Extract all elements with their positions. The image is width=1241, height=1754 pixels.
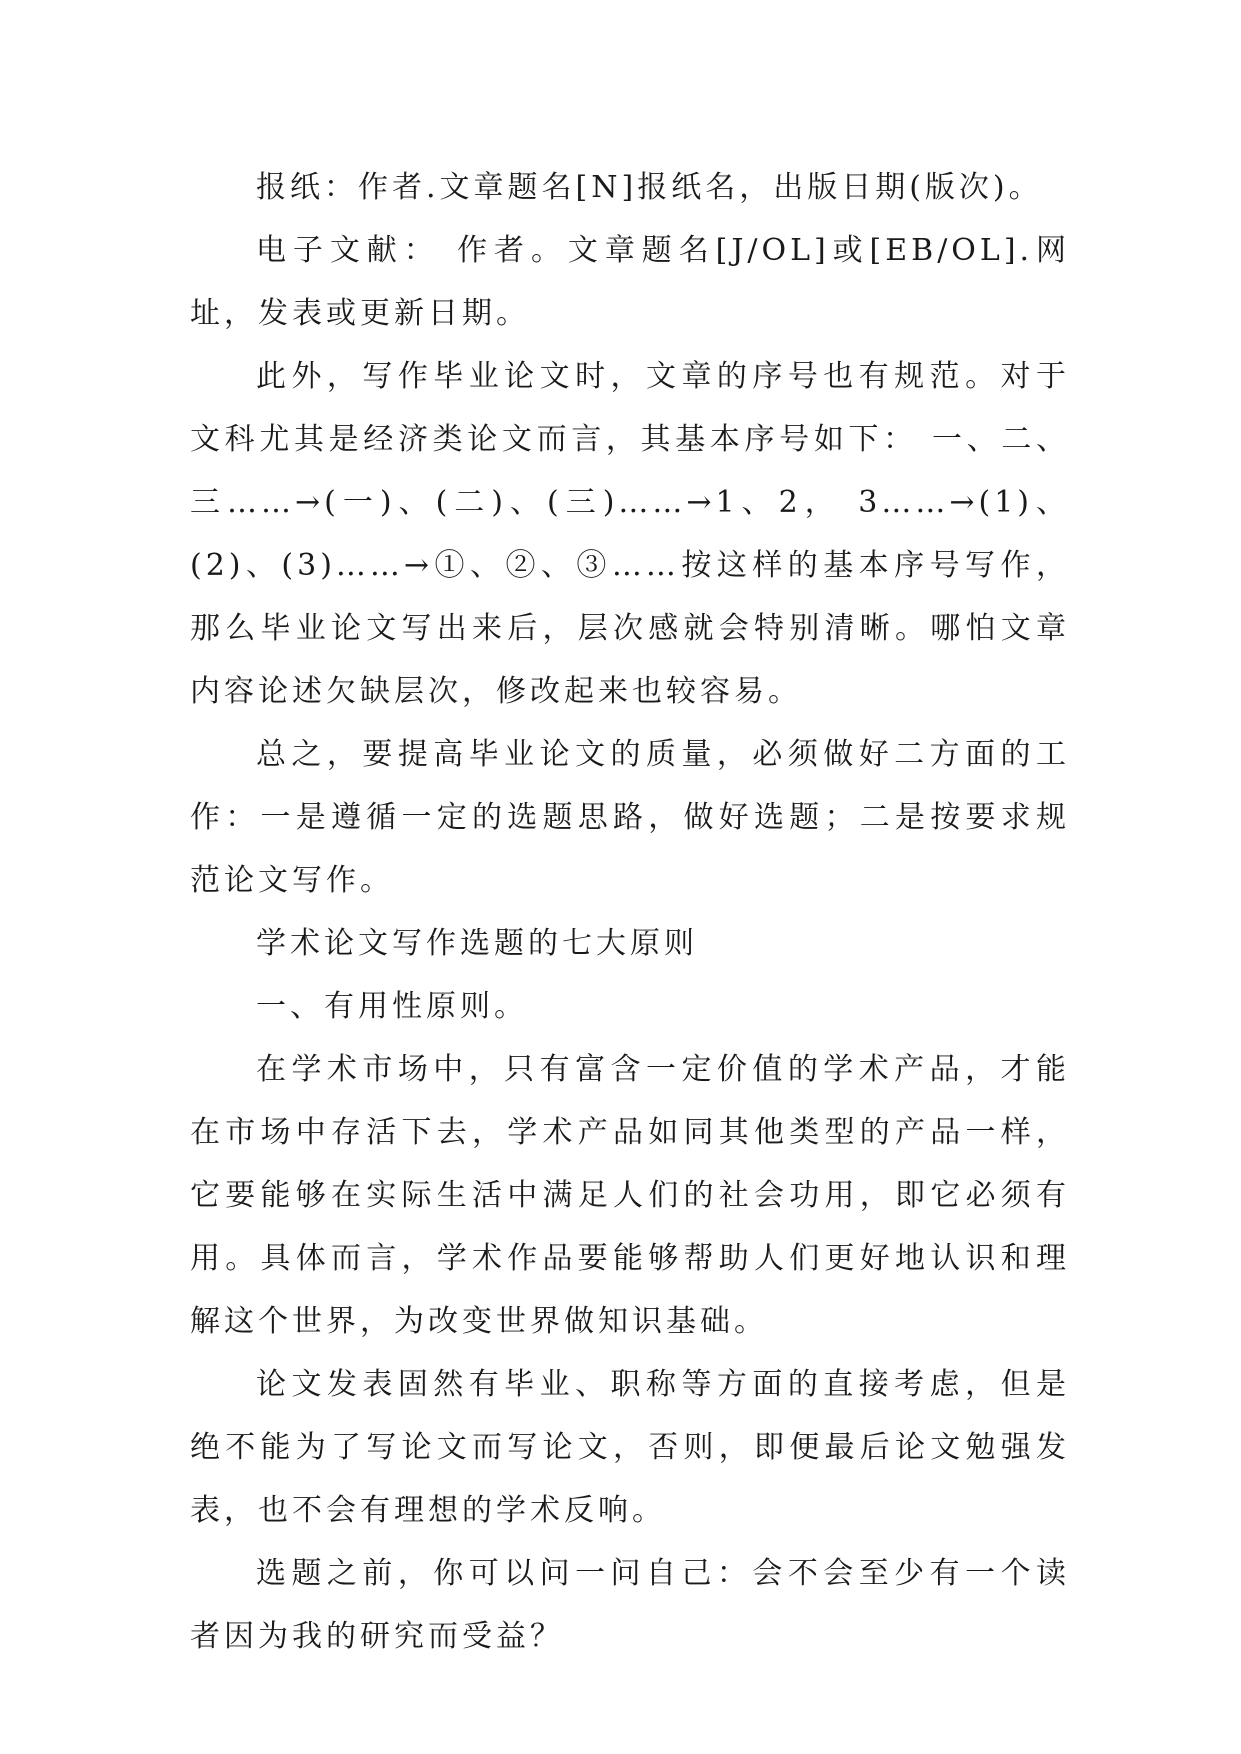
subsection-heading: 一、有用性原则。 — [256, 989, 528, 1024]
paragraph-newspaper-citation: 报纸：作者.文章题名[N]报纸名，出版日期(版次)。 — [256, 170, 1043, 205]
paragraph-publication-purpose: 论文发表固然有毕业、职称等方面的直接考虑，但是绝不能为了写论文而写论文，否则，即便最后论文勉强发表，也不会有理想的学术反响。 — [190, 1367, 1070, 1528]
paragraph-numbering-rules: 此外，写作毕业论文时，文章的序号也有规范。对于文科尤其是经济类论文而言，其基本序号如下： 一、二、三……→(一)、(二)、(三)……→1、2， 3……→(1)、(2)、(3)……→①、②、③……按这样的基本序号写作，那么毕业论文写出来后，层次感就会特别清晰。哪怕文章内容论述欠缺层次，修改起来也较容易。 — [190, 359, 1070, 709]
paragraph-reader-benefit: 选题之前，你可以问一问自己：会不会至少有一个读者因为我的研究而受益？ — [190, 1556, 1070, 1654]
paragraph-electronic-citation: 电子文献： 作者。文章题名[J/OL]或[EB/OL].网址，发表或更新日期。 — [190, 233, 1070, 331]
paragraph-conclusion: 总之，要提高毕业论文的质量，必须做好二方面的工作：一是遵循一定的选题思路，做好选题；二是按要求规范论文写作。 — [190, 737, 1070, 898]
section-heading: 学术论文写作选题的七大原则 — [256, 926, 698, 961]
paragraph-academic-market: 在学术市场中，只有富含一定价值的学术产品，才能在市场中存活下去，学术产品如同其他类型的产品一样，它要能够在实际生活中满足人们的社会功用，即它必须有用。具体而言，学术作品要能够帮助人们更好地认识和理解这个世界，为改变世界做知识基础。 — [190, 1052, 1070, 1339]
document-body — [190, 156, 1070, 1668]
